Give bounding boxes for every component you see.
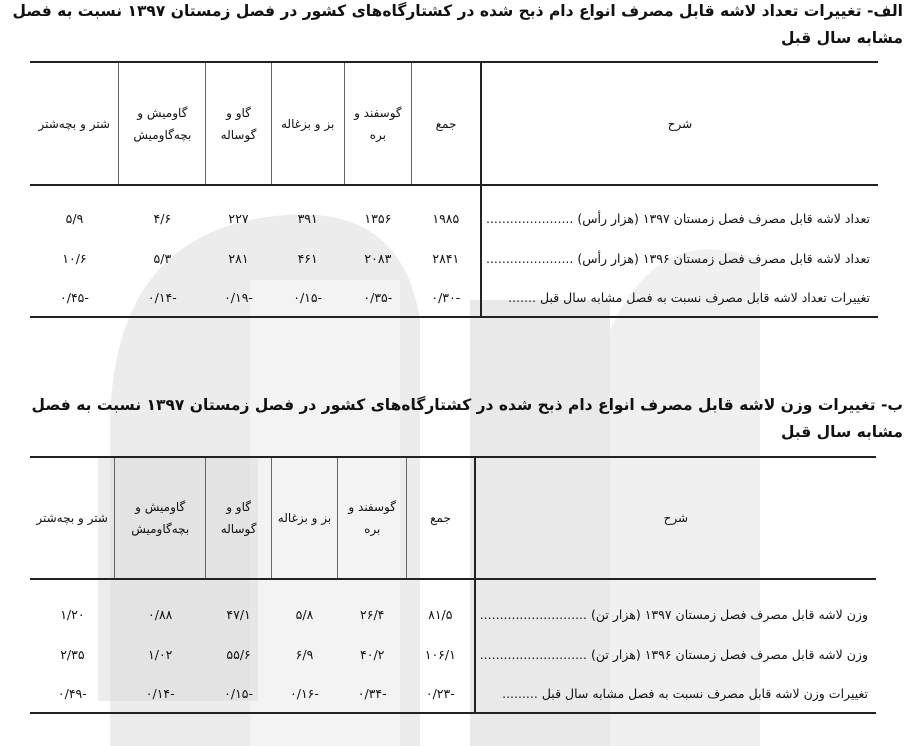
row-label: تعداد لاشه قابل مصرف فصل زمستان ۱۳۹۷ (هزار رأس) [577, 210, 870, 226]
header-camel: شتر و بچه‌شتر [30, 457, 115, 579]
cell-cattle: -۰/۱۹ [206, 278, 272, 317]
header-sheep: گوسفند و بره [338, 457, 407, 579]
cell-camel: ۲/۳۵ [60, 646, 85, 662]
cell-camel: -۰/۴۵ [30, 278, 119, 317]
cell-buffalo: ۴/۶ [153, 210, 172, 226]
cell-total: -۰/۲۳ [407, 674, 475, 713]
leader-dots: ........................... [479, 646, 587, 662]
header-buffalo: گاومیش و بچه‌گاومیش [115, 457, 206, 579]
row-description [481, 238, 878, 278]
cell-goat: ۶/۹ [295, 646, 314, 662]
row-label: تعداد لاشه قابل مصرف فصل زمستان ۱۳۹۶ (هزار رأس) [577, 250, 870, 266]
cell-goat: ۳۹۱ [297, 210, 318, 226]
row-label: وزن لاشه قابل مصرف فصل زمستان ۱۳۹۶ (هزار تن) [590, 646, 868, 662]
table-row [30, 278, 878, 317]
cell-goat: ۴۶۱ [297, 250, 318, 266]
section-b-title: ب- تغییرات وزن لاشه قابل مصرف انواع دام ذبح شده در کشتارگاه‌های کشور در فصل زمستان ۱۳۹۷ نسبت به فصل مشابه سال قبل [31, 396, 903, 441]
cell-camel: ۱/۲۰ [60, 606, 85, 622]
cell-total: ۱۹۸۵ [432, 210, 460, 226]
header-total: جمع [407, 457, 475, 579]
table-header-row [30, 62, 878, 185]
cell-cattle: ۲۲۷ [228, 210, 249, 226]
cell-total: ۱۰۶/۱ [424, 646, 456, 662]
cell-camel: -۰/۴۹ [30, 674, 115, 713]
header-sheep: گوسفند و بره [344, 62, 412, 185]
cell-sheep: ۴۰/۲ [360, 646, 385, 662]
cell-goat: -۰/۱۶ [271, 674, 337, 713]
header-goat: بز و بزغاله [271, 62, 344, 185]
header-description: شرح [475, 457, 876, 579]
cell-goat: ۵/۸ [295, 606, 314, 622]
cell-camel: ۱۰/۶ [62, 250, 87, 266]
cell-sheep: -۰/۳۴ [338, 674, 407, 713]
section-a-title: الف- تغییرات تعداد لاشه قابل مصرف انواع دام ذبح شده در کشتارگاه‌های کشور در فصل زمستان ۱۳۹۷ نسبت به فصل مشابه سال قبل [12, 2, 903, 47]
cell-buffalo: ۱/۰۲ [148, 646, 173, 662]
header-cattle: گاو و گوساله [206, 62, 272, 185]
cell-cattle: ۵۵/۶ [226, 646, 251, 662]
header-goat: بز و بزغاله [271, 457, 337, 579]
cell-buffalo: ۵/۳ [153, 250, 172, 266]
leader-dots: ....... [508, 289, 536, 305]
row-description [475, 634, 876, 674]
header-total: جمع [412, 62, 481, 185]
cell-total: -۰/۳۰ [412, 278, 481, 317]
leader-dots: ........................... [479, 606, 587, 622]
leader-dots: ......... [502, 685, 538, 701]
cell-cattle: ۲۸۱ [228, 250, 249, 266]
cell-sheep: -۰/۳۵ [344, 278, 412, 317]
cell-buffalo: -۰/۱۴ [115, 674, 206, 713]
row-label: تغییرات تعداد لاشه قابل مصرف نسبت به فصل مشابه سال قبل [539, 289, 870, 305]
cell-cattle: -۰/۱۵ [206, 674, 272, 713]
table-row [30, 579, 876, 634]
table-row [30, 674, 876, 713]
table-header-row [30, 457, 876, 579]
cell-total: ۸۱/۵ [428, 606, 453, 622]
header-cattle: گاو و گوساله [206, 457, 272, 579]
cell-buffalo: ۰/۸۸ [148, 606, 173, 622]
table-row [30, 185, 878, 238]
row-description [475, 579, 876, 634]
cell-buffalo: -۰/۱۴ [119, 278, 206, 317]
row-description [481, 185, 878, 238]
header-camel: شتر و بچه‌شتر [30, 62, 119, 185]
cell-total: ۲۸۴۱ [432, 250, 460, 266]
cell-sheep: ۲۰۸۳ [364, 250, 392, 266]
table-row [30, 634, 876, 674]
table-carcass-weight [30, 456, 876, 714]
table-carcass-count [30, 61, 878, 318]
leader-dots: ...................... [485, 210, 574, 226]
header-description: شرح [481, 62, 878, 185]
header-buffalo: گاومیش و بچه‌گاومیش [119, 62, 206, 185]
cell-sheep: ۱۳۵۶ [364, 210, 392, 226]
row-description [481, 278, 878, 317]
row-description [475, 674, 876, 713]
leader-dots: ...................... [485, 250, 574, 266]
cell-cattle: ۴۷/۱ [226, 606, 251, 622]
cell-camel: ۵/۹ [65, 210, 84, 226]
row-label: تغییرات وزن لاشه قابل مصرف نسبت به فصل مشابه سال قبل [541, 685, 868, 701]
cell-goat: -۰/۱۵ [271, 278, 344, 317]
table-row [30, 238, 878, 278]
row-label: وزن لاشه قابل مصرف فصل زمستان ۱۳۹۷ (هزار تن) [590, 606, 868, 622]
cell-sheep: ۲۶/۴ [360, 606, 385, 622]
